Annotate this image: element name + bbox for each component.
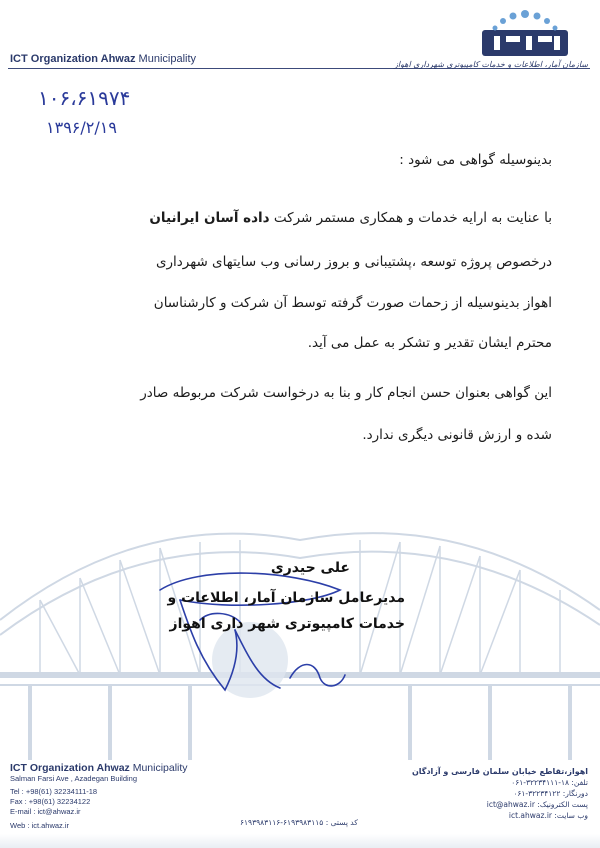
header-org-light: Municipality xyxy=(135,53,197,65)
reference-number: ۱۰۶،۶۱۹۷۴ xyxy=(38,86,131,110)
body-p1-line1 xyxy=(112,210,552,226)
footer-email: E-mail : ict@ahwaz.ir xyxy=(10,807,81,816)
footer-org-title xyxy=(10,762,188,774)
footer-fax: Fax : +98(61) 32234122 xyxy=(10,797,91,806)
footer-bar xyxy=(0,834,600,848)
footer-tel: Tel : +98(61) 32234111-18 xyxy=(10,787,98,796)
footer-web-fa: وب سایت: ict.ahwaz.ir xyxy=(508,811,588,820)
organization-logo xyxy=(470,2,580,62)
footer-contact-fa xyxy=(412,766,588,821)
body-p1-line3: اهواز بدینوسیله از زحمات صورت گرفته توسط آن شرکت و کارشناسان xyxy=(153,295,552,311)
header-org-title xyxy=(10,53,196,65)
footer-email-fa: پست الکترونیک: ict@ahwaz.ir xyxy=(486,800,588,809)
intro-line: بدینوسیله گواهی می شود : xyxy=(399,152,552,168)
footer-org-light: Municipality xyxy=(129,762,188,774)
footer-web: Web : ict.ahwaz.ir xyxy=(10,821,70,830)
body-p2-line2: شده و ارزش قانونی دیگری ندارد. xyxy=(362,427,552,443)
body-p1-pre: با عنایت به ارایه خدمات و همکاری مستمر شرکت xyxy=(269,210,552,226)
footer-contact-en xyxy=(10,762,188,831)
body-p1-line4: محترم ایشان تقدیر و تشکر به عمل می آید. xyxy=(307,335,552,351)
footer-address-en: Salman Farsi Ave , Azadegan Building xyxy=(10,774,138,783)
footer-tel-fa: تلفن: ۱۸-۳۲۲۳۴۱۱۱-۰۶۱ xyxy=(511,778,588,787)
body-p2-line1: این گواهی بعنوان حسن انجام کار و بنا به درخواست شرکت مربوطه صادر xyxy=(140,385,552,401)
company-name: داده آسان ایرانیان xyxy=(149,210,270,226)
footer-org-bold: ICT Organization Ahwaz xyxy=(10,762,130,774)
logo-caption: سازمان آمار، اطلاعات و خدمات کامپیوتری شهرداری اهواز xyxy=(394,60,588,69)
body-p1-line2: درخصوص پروژه توسعه ،پشتیبانی و بروز رسانی وب سایتهای شهرداری xyxy=(155,254,552,270)
signatory-title-line1: مدیرعامل سازمان آمار، اطلاعات و xyxy=(167,590,405,606)
footer-address-fa: اهواز،تقاطع خیابان سلمان فارسی و آزادگان xyxy=(411,767,588,776)
footer-fax-fa: دورنگار: ۳۲۲۳۴۱۲۲-۰۶۱ xyxy=(513,789,588,798)
header-org-bold: ICT Organization Ahwaz xyxy=(10,53,136,65)
handwritten-signature xyxy=(140,560,370,710)
footer-postal-code: کد پستی : ۶۱۹۳۹۸۳۱۱۵-۶۱۹۳۹۸۳۱۱۶ xyxy=(240,818,358,827)
signatory-title-line2: خدمات کامپیوتری شهر داری اهواز xyxy=(169,616,405,632)
reference-date: ۱۳۹۶/۲/۱۹ xyxy=(46,118,117,137)
signatory-name: علی حیدری xyxy=(270,560,350,576)
